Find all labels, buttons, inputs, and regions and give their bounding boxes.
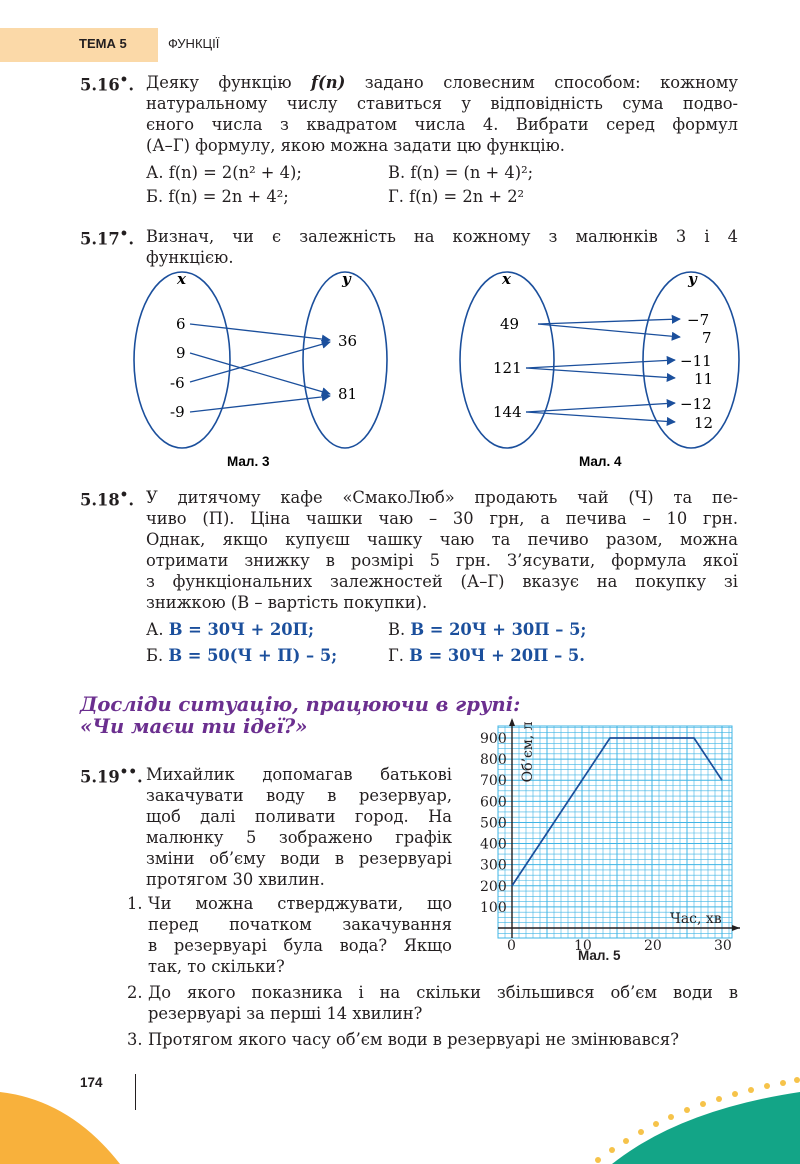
fig3-arrow (190, 353, 330, 394)
formula-option-b: Б. В = 50(Ч + П) – 5; (146, 646, 338, 665)
fig4-x-value: 144 (493, 403, 522, 421)
exercise-5-16-line-4: (А–Г) формулу, якою можна задати цю функцію. (146, 136, 565, 155)
formula-option-a: А. В = 30Ч + 20П; (146, 620, 314, 639)
y-tick-label: 800 (480, 752, 507, 769)
corner-teal-shape (612, 1092, 800, 1164)
fig3-x-label: x (177, 270, 186, 288)
exercise-5-19-number: 5.19••. (80, 764, 143, 787)
research-heading (80, 694, 520, 738)
question-3-line: Протягом якого часу об’єм води в резервуарі не змінювався? (148, 1030, 679, 1049)
option-g: Г. f(n) = 2n + 2² (388, 187, 525, 206)
mapping-figures (120, 264, 760, 474)
fig4-caption: Мал. 4 (579, 454, 622, 469)
y-tick-label: 100 (480, 899, 507, 916)
exercise-5-16-line-2: натуральному числу ставиться у відповідність сума подво- (146, 94, 738, 113)
y-axis-arrow-icon (509, 718, 515, 726)
y-tick-label: 400 (480, 836, 507, 853)
fig4-y-label: y (688, 270, 697, 288)
question-1-line: Чи можна стверджувати, що (148, 894, 452, 913)
exercise-5-18-line-3: Однак, якщо купуєш чашку чаю та печиво разом, можна (146, 530, 738, 549)
option-b: Б. f(n) = 2n + 4²; (146, 187, 289, 206)
question-1-line: так, то скільки? (148, 957, 285, 976)
fig4-arrow (538, 319, 680, 324)
x-tick-label: 10 (574, 938, 592, 954)
fig4-y-value: −11 (680, 352, 712, 370)
exercise-5-16-line-3: єного числа з квадратом числа 4. Вибрати серед формул (146, 115, 738, 134)
fig3-x-value: 9 (176, 344, 186, 362)
question-2-line: До якого показника і на скільки збільшився об’єм води в (148, 983, 738, 1002)
research-heading-line-1: Досліди ситуацію, працюючи в групі: (80, 693, 521, 716)
option-v: В. f(n) = (n + 4)²; (388, 163, 534, 182)
y-tick-label: 500 (480, 815, 507, 832)
fig3-y-value: 81 (338, 385, 358, 403)
fig3-arrow (190, 342, 330, 382)
fig3-y-set (303, 272, 387, 448)
fig4-x-value: 121 (493, 359, 522, 377)
x-axis-title: Час, хв (670, 911, 722, 927)
header-title: ФУНКЦІЇ (168, 36, 220, 51)
question-1-line: в резервуарі була вода? Якщо (148, 936, 452, 955)
fig4-arrow (526, 360, 675, 368)
fig3-x-value: -9 (170, 403, 185, 421)
exercise-5-17-number: 5.17•. (80, 226, 135, 249)
exercise-5-19-line-2: закачувати воду в резервуар, (146, 786, 452, 805)
page-number: 174 (80, 1075, 103, 1090)
exercise-5-19-line-3: щоб далі поливати город. На (146, 807, 452, 826)
exercise-5-17-line-2: функцією. (146, 248, 234, 267)
fig5-caption: Мал. 5 (578, 948, 621, 963)
fig3-y-label: y (342, 270, 351, 288)
fig4-arrow (526, 368, 675, 378)
x-tick-label: 30 (714, 938, 732, 954)
volume-chart (466, 718, 742, 954)
fig4-y-value: −7 (687, 311, 710, 329)
exercise-5-18-line-1: У дитячому кафе «СмакоЛюб» продають чай (Ч) та пе- (146, 488, 738, 507)
fig3-caption: Мал. 3 (227, 454, 270, 469)
y-tick-label: 200 (480, 878, 507, 895)
question-1-line: перед початком закачування (148, 915, 452, 934)
exercise-5-16-line-1: Деяку функцію f(n) задано словесним способом: кожному (146, 73, 738, 92)
fig3-x-value: 6 (176, 315, 186, 333)
exercise-5-16-number: 5.16•. (80, 72, 135, 95)
exercise-5-18-line-4: отримати знижку в розмірі 5 грн. З’ясувати, формула якої (146, 551, 738, 570)
y-tick-label: 300 (480, 857, 507, 874)
option-a: А. f(n) = 2(n² + 4); (146, 163, 302, 182)
exercise-5-19-line-5: зміни об’єму води в резервуарі (146, 849, 452, 868)
x-axis-arrow-icon (732, 925, 740, 931)
exercise-5-18-line-5: з функціональних залежностей (А–Г) вказує на покупку зі (146, 572, 738, 591)
exercise-5-19-line-1: Михайлик допомагав батькові (146, 765, 452, 784)
exercise-5-19-line-6: протягом 30 хвилин. (146, 870, 325, 889)
fig4-y-value: −12 (680, 395, 712, 413)
header-tema: ТЕМА 5 (79, 36, 127, 51)
corner-orange-shape (0, 1092, 120, 1164)
fig4-y-value: 11 (694, 370, 714, 388)
question-1-number: 1. (127, 894, 143, 913)
page-number-divider (135, 1074, 136, 1110)
fig4-y-value: 12 (694, 414, 714, 432)
y-axis-title: Об’єм, л (520, 721, 536, 783)
fig3-x-value: -6 (170, 374, 185, 392)
formula-option-g: Г. В = 30Ч + 20П – 5. (388, 646, 585, 665)
fig3-y-value: 36 (338, 332, 358, 350)
question-2-line: резервуарі за перші 14 хвилин? (148, 1004, 423, 1023)
y-tick-label: 600 (480, 794, 507, 811)
question-3-number: 3. (127, 1030, 143, 1049)
research-heading-line-2: «Чи маєш ти ідеї?» (80, 715, 308, 738)
y-tick-label: 900 (480, 731, 507, 747)
y-tick-label: 700 (480, 773, 507, 790)
fig4-x-value: 49 (500, 315, 520, 333)
fig4-x-label: x (502, 270, 511, 288)
x-tick-label: 0 (507, 938, 516, 954)
fig4-y-value: 7 (702, 329, 712, 347)
exercise-5-18-line-2: чиво (П). Ціна чашки чаю – 30 грн, а печива – 10 грн. (146, 509, 738, 528)
fig4-arrow (538, 324, 680, 337)
exercise-5-19-line-4: малюнку 5 зображено графік (146, 828, 452, 847)
exercise-5-18-number: 5.18•. (80, 487, 135, 510)
question-2-number: 2. (127, 983, 143, 1002)
fig3-arrow (190, 324, 330, 340)
x-tick-label: 20 (644, 938, 662, 954)
exercise-5-17-line-1: Визнач, чи є залежність на кожному з малюнків 3 і 4 (146, 227, 738, 246)
formula-option-v: В. В = 20Ч + 30П – 5; (388, 620, 587, 639)
y-tick-labels (480, 731, 507, 916)
exercise-5-18-line-6: знижкою (В – вартість покупки). (146, 593, 428, 612)
